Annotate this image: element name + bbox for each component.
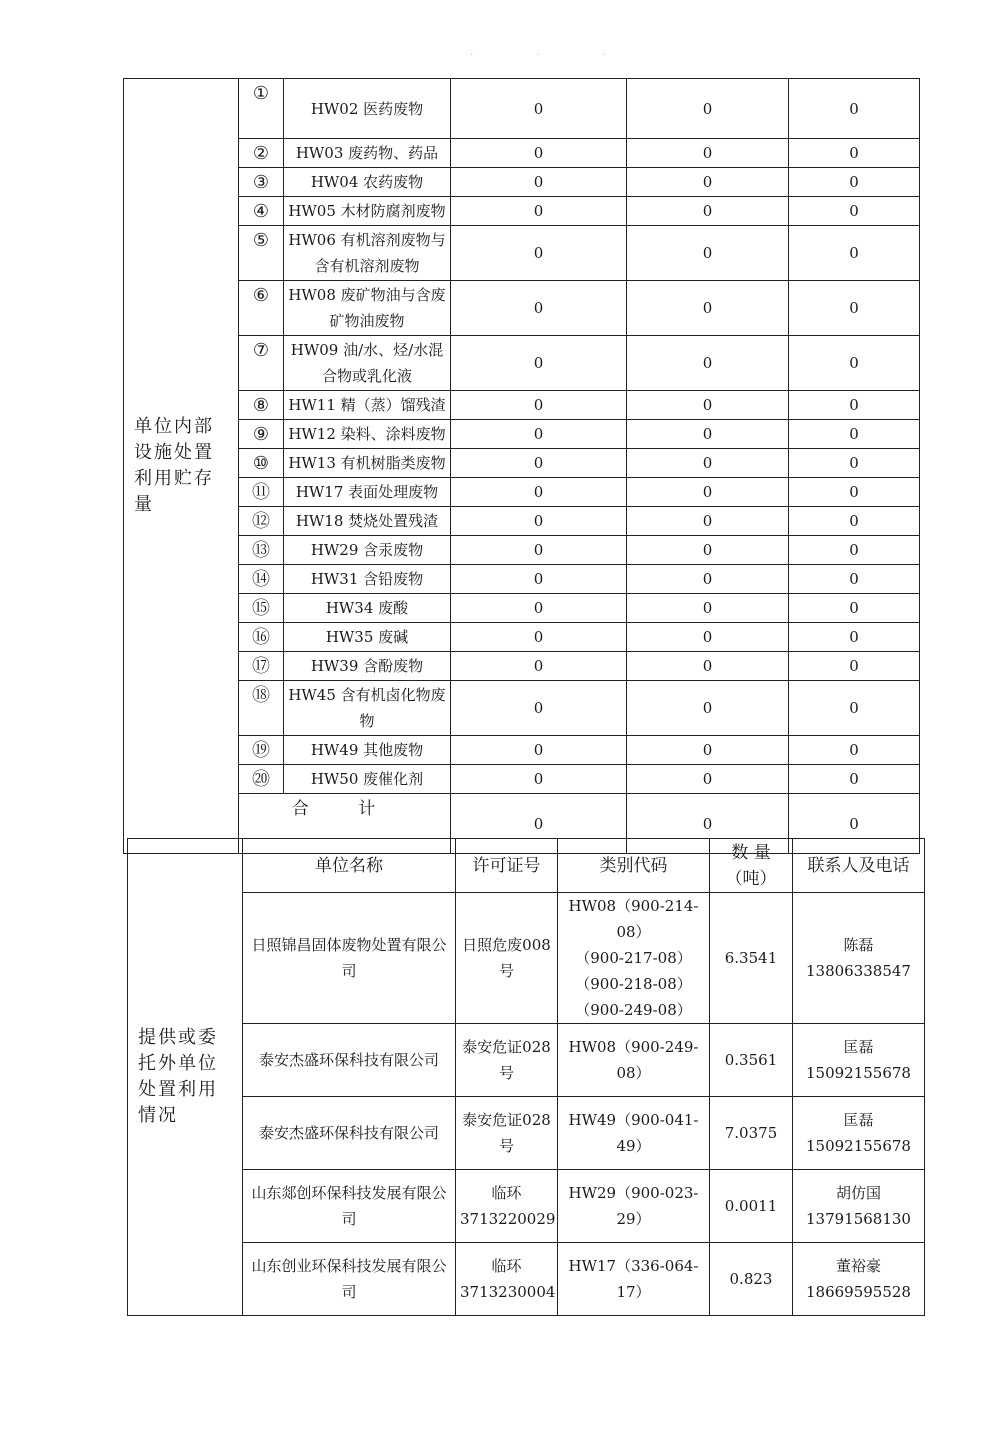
disposal-row [128,1170,925,1243]
waste-category: HW12 染料、涂料废物 [284,420,451,449]
section2-label: 提供或委托外单位处置利用情况 [128,839,243,1316]
value-2: 0 [627,623,789,652]
contact [793,1097,925,1170]
value-1: 0 [451,565,627,594]
category-code: HW29（900-023-29） [568,1184,699,1228]
contact-phone: 18669595528 [806,1283,911,1301]
value-2: 0 [627,79,789,139]
value-2: 0 [627,168,789,197]
row-index: ⑯ [239,623,284,652]
waste-category: HW06 有机溶剂废物与含有机溶剂废物 [284,226,451,281]
quantity: 7.0375 [710,1097,793,1170]
storage-row [124,507,920,536]
waste-category: HW11 精（蒸）馏残渣 [284,391,451,420]
value-2: 0 [627,652,789,681]
storage-row [124,336,920,391]
waste-category: HW50 废催化剂 [284,765,451,794]
value-3: 0 [789,507,920,536]
waste-category: HW17 表面处理废物 [284,478,451,507]
value-3: 0 [789,449,920,478]
row-index: ⑨ [239,420,284,449]
contact-phone: 15092155678 [806,1064,911,1082]
unit-name: 山东郯创环保科技发展有限公司 [243,1170,456,1243]
waste-category: HW39 含酚废物 [284,652,451,681]
waste-category: HW02 医药废物 [284,79,451,139]
quantity: 6.3541 [710,893,793,1024]
value-3: 0 [789,281,920,336]
storage-row [124,197,920,226]
unit-name: 日照锦昌固体废物处置有限公司 [243,893,456,1024]
unit-name: 泰安杰盛环保科技有限公司 [243,1024,456,1097]
storage-row [124,765,920,794]
waste-category: HW29 含汞废物 [284,536,451,565]
waste-category: HW34 废酸 [284,594,451,623]
disposal-row [128,1097,925,1170]
row-index: ⑦ [239,336,284,391]
waste-category: HW49 其他废物 [284,736,451,765]
value-3: 0 [789,565,920,594]
contact [793,1243,925,1316]
category-code: （900-217-08） [575,949,692,967]
value-2: 0 [627,765,789,794]
total-value-3: 0 [789,794,920,854]
value-3: 0 [789,681,920,736]
row-index: ② [239,139,284,168]
category-code: HW49（900-041-49） [568,1111,699,1155]
license-number: 泰安危证028 号 [456,1097,558,1170]
category-code: HW08（900-249-08） [568,1038,699,1082]
row-index: ④ [239,197,284,226]
header-contact: 联系人及电话 [793,839,925,893]
row-index: ⑳ [239,765,284,794]
license-number: 泰安危证028 号 [456,1024,558,1097]
storage-row [124,139,920,168]
external-disposal-table [127,838,925,1316]
storage-row [124,79,920,139]
value-1: 0 [451,449,627,478]
value-2: 0 [627,391,789,420]
row-index: ⑪ [239,478,284,507]
value-3: 0 [789,197,920,226]
value-1: 0 [451,420,627,449]
value-3: 0 [789,336,920,391]
category-code: HW17（336-064-17） [568,1257,699,1301]
total-value-1: 0 [451,794,627,854]
storage-row [124,391,920,420]
waste-category: HW04 农药废物 [284,168,451,197]
value-3: 0 [789,623,920,652]
category-code: （900-218-08） [575,975,692,993]
value-2: 0 [627,536,789,565]
value-1: 0 [451,197,627,226]
value-1: 0 [451,281,627,336]
value-1: 0 [451,536,627,565]
value-1: 0 [451,652,627,681]
value-1: 0 [451,391,627,420]
contact-name: 陈磊 [843,936,874,954]
header-qty: 数 量（吨） [710,839,793,893]
category-code: HW08（900-214-08） [568,897,699,941]
header-code: 类别代码 [558,839,710,893]
row-index: ⑩ [239,449,284,478]
value-2: 0 [627,736,789,765]
value-1: 0 [451,168,627,197]
waste-category: HW09 油/水、烃/水混合物或乳化液 [284,336,451,391]
value-3: 0 [789,420,920,449]
category-codes [558,1243,710,1316]
contact-name: 董裕豪 [835,1257,881,1275]
value-2: 0 [627,197,789,226]
row-index: ① [239,79,284,139]
quantity: 0.3561 [710,1024,793,1097]
header-row [128,839,925,893]
contact-phone: 13806338547 [806,962,911,980]
value-2: 0 [627,281,789,336]
header-unit: 单位名称 [243,839,456,893]
value-3: 0 [789,168,920,197]
category-codes [558,1170,710,1243]
value-3: 0 [789,391,920,420]
value-1: 0 [451,336,627,391]
value-1: 0 [451,507,627,536]
disposal-row [128,1024,925,1097]
value-1: 0 [451,623,627,652]
value-3: 0 [789,139,920,168]
contact [793,893,925,1024]
contact-phone: 15092155678 [806,1137,911,1155]
value-3: 0 [789,594,920,623]
value-2: 0 [627,139,789,168]
row-index: ⑤ [239,226,284,281]
contact-name: 胡仿国 [835,1184,881,1202]
license-number: 临环3713230004 [456,1243,558,1316]
value-1: 0 [451,478,627,507]
quantity: 0.823 [710,1243,793,1316]
value-2: 0 [627,565,789,594]
storage-row [124,281,920,336]
storage-row [124,449,920,478]
total-value-2: 0 [627,794,789,854]
license-number: 临环3713220029 [456,1170,558,1243]
contact [793,1170,925,1243]
storage-row [124,565,920,594]
quantity: 0.0011 [710,1170,793,1243]
unit-name: 泰安杰盛环保科技有限公司 [243,1097,456,1170]
storage-row [124,623,920,652]
value-3: 0 [789,652,920,681]
waste-category: HW35 废碱 [284,623,451,652]
value-2: 0 [627,681,789,736]
value-2: 0 [627,336,789,391]
unit-name: 山东创业环保科技发展有限公司 [243,1243,456,1316]
row-index: ⑱ [239,681,284,736]
row-index: ⑭ [239,565,284,594]
header-license: 许可证号 [456,839,558,893]
row-index: ⑮ [239,594,284,623]
total-label: 合 计 [239,794,451,854]
storage-table [123,78,920,854]
row-index: ⑫ [239,507,284,536]
contact-phone: 13791568130 [806,1210,911,1228]
value-3: 0 [789,79,920,139]
disposal-row [128,893,925,1024]
row-index: ⑥ [239,281,284,336]
contact-name: 匡磊 [843,1111,874,1129]
storage-row [124,420,920,449]
storage-row [124,736,920,765]
value-2: 0 [627,478,789,507]
waste-category: HW31 含铅废物 [284,565,451,594]
storage-row [124,681,920,736]
value-1: 0 [451,736,627,765]
waste-category: HW18 焚烧处置残渣 [284,507,451,536]
row-index: ⑧ [239,391,284,420]
category-codes [558,1024,710,1097]
value-2: 0 [627,507,789,536]
license-number: 日照危废008 号 [456,893,558,1024]
row-index: ⑬ [239,536,284,565]
value-3: 0 [789,736,920,765]
storage-row [124,652,920,681]
row-index: ③ [239,168,284,197]
storage-row [124,478,920,507]
disposal-row [128,1243,925,1316]
storage-row [124,594,920,623]
contact-name: 匡磊 [843,1038,874,1056]
waste-category: HW05 木材防腐剂废物 [284,197,451,226]
waste-category: HW03 废药物、药品 [284,139,451,168]
value-3: 0 [789,536,920,565]
value-1: 0 [451,226,627,281]
row-index: ⑲ [239,736,284,765]
value-2: 0 [627,420,789,449]
row-index: ⑰ [239,652,284,681]
value-2: 0 [627,594,789,623]
value-2: 0 [627,226,789,281]
value-1: 0 [451,594,627,623]
contact [793,1024,925,1097]
storage-row [124,536,920,565]
storage-row [124,168,920,197]
category-codes [558,893,710,1024]
category-codes [558,1097,710,1170]
waste-category: HW08 废矿物油与含废矿物油废物 [284,281,451,336]
value-3: 0 [789,226,920,281]
value-1: 0 [451,139,627,168]
value-3: 0 [789,765,920,794]
value-1: 0 [451,681,627,736]
scan-mark: · · · [470,50,636,61]
waste-category: HW45 含有机卤化物废物 [284,681,451,736]
waste-category: HW13 有机树脂类废物 [284,449,451,478]
category-code: （900-249-08） [575,1001,692,1019]
value-3: 0 [789,478,920,507]
section1-label: 单位内部设施处置利用贮存量 [124,79,239,854]
value-1: 0 [451,79,627,139]
value-2: 0 [627,449,789,478]
storage-row [124,226,920,281]
value-1: 0 [451,765,627,794]
